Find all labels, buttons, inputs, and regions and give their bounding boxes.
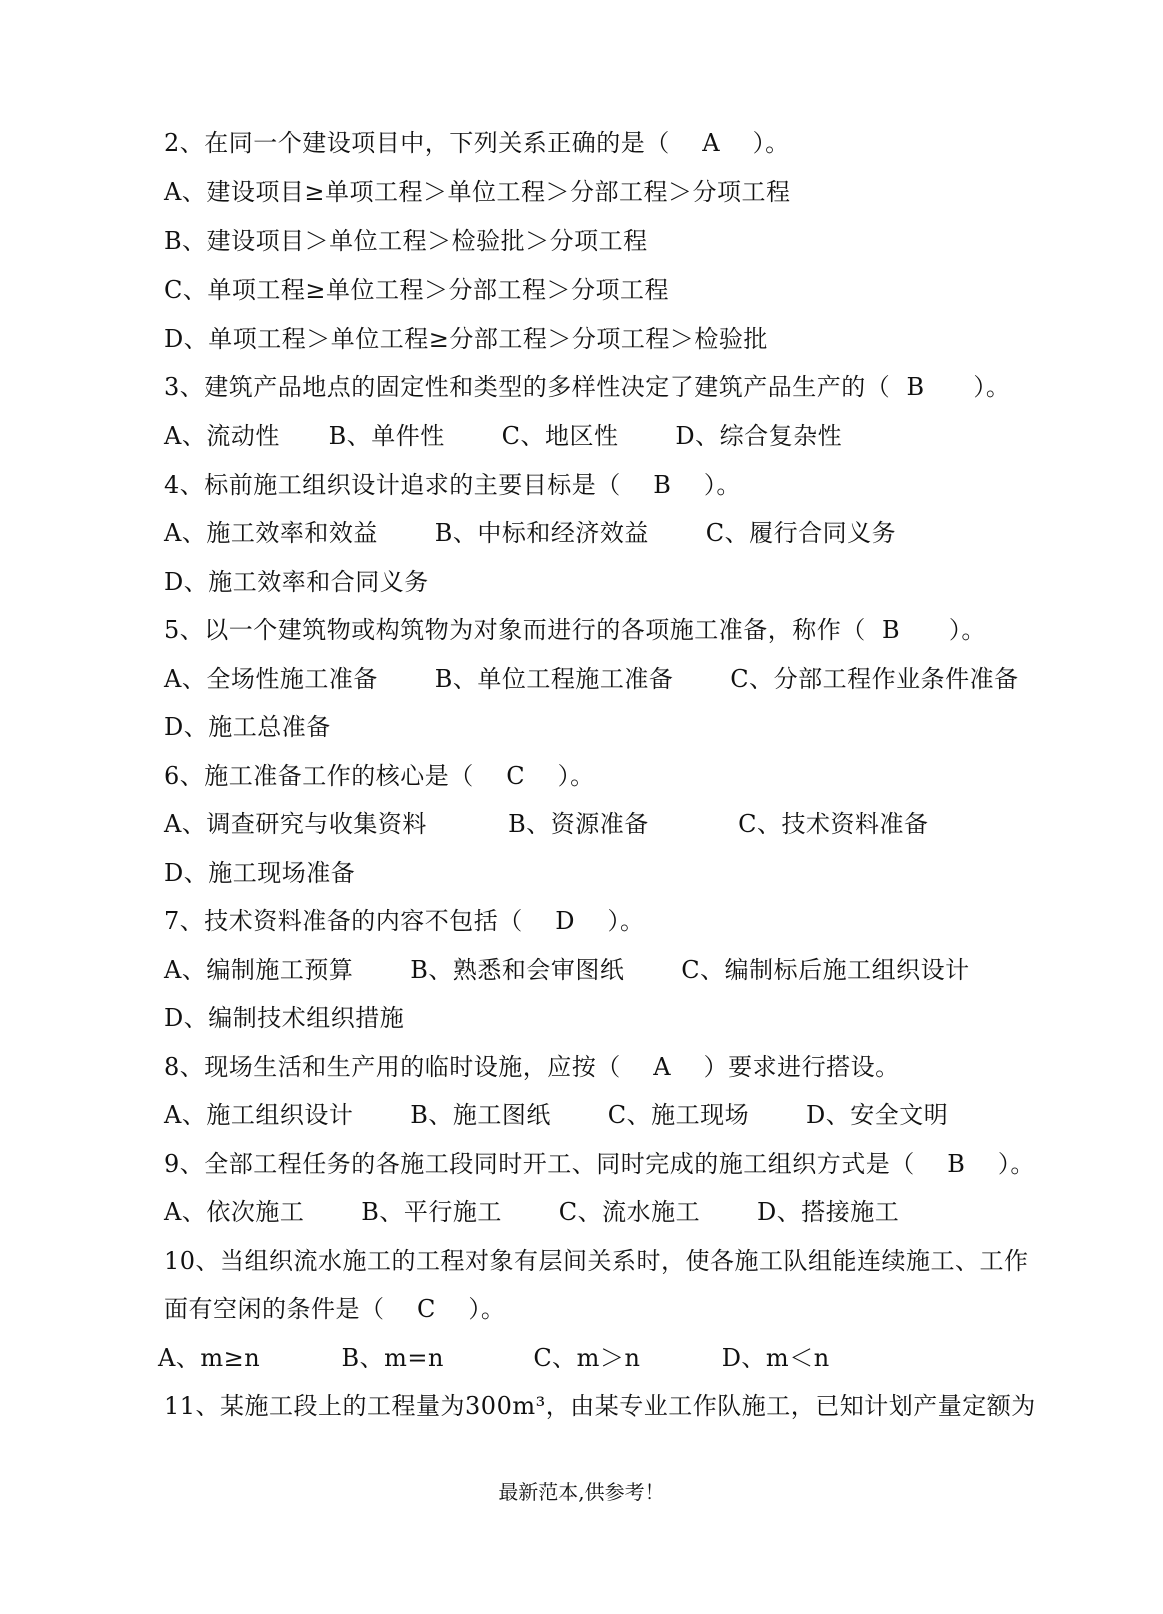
question-5-option-d: D、施工总准备	[164, 713, 331, 741]
question-3-options: A、流动性 B、单件性 C、地区性 D、综合复杂性	[164, 422, 843, 450]
question-4-options-abc: A、施工效率和效益 B、中标和经济效益 C、履行合同义务	[164, 519, 897, 547]
question-11: 11、某施工段上的工程量为300m³，由某专业工作队施工，已知计划产量定额为	[164, 1392, 1036, 1420]
question-8: 8、现场生活和生产用的临时设施，应按（ A ）要求进行搭设。	[164, 1053, 900, 1081]
question-5: 5、以一个建筑物或构筑物为对象而进行的各项施工准备，称作（ B ）。	[164, 616, 986, 644]
page-footer: 最新范本,供参考！	[498, 1480, 665, 1504]
question-3: 3、建筑产品地点的固定性和类型的多样性决定了建筑产品生产的（ B ）。	[164, 373, 1011, 401]
question-7-options-abc: A、编制施工预算 B、熟悉和会审图纸 C、编制标后施工组织设计	[164, 956, 970, 984]
question-2: 2、在同一个建设项目中，下列关系正确的是（ A ）。	[164, 129, 790, 157]
question-5-options-abc: A、全场性施工准备 B、单位工程施工准备 C、分部工程作业条件准备	[164, 665, 1019, 693]
question-6: 6、施工准备工作的核心是（ C ）。	[164, 762, 595, 790]
question-10-continued: 面有空闲的条件是（ C ）。	[164, 1295, 506, 1323]
question-2-option-b: B、建设项目＞单位工程＞检验批＞分项工程	[164, 227, 648, 255]
question-9-options: A、依次施工 B、平行施工 C、流水施工 D、搭接施工	[164, 1198, 900, 1226]
question-2-option-c: C、单项工程≥单位工程＞分部工程＞分项工程	[164, 276, 669, 304]
question-8-options: A、施工组织设计 B、施工图纸 C、施工现场 D、安全文明	[164, 1101, 949, 1129]
question-9: 9、全部工程任务的各施工段同时开工、同时完成的施工组织方式是（ B ）。	[164, 1150, 1035, 1178]
question-6-option-d: D、施工现场准备	[164, 859, 356, 887]
question-10-options: A、m≥n B、m=n C、m＞n D、m＜n	[158, 1344, 830, 1372]
question-10: 10、当组织流水施工的工程对象有层间关系时，使各施工队组能连续施工、工作	[164, 1247, 1029, 1275]
question-7: 7、技术资料准备的内容不包括（ D ）。	[164, 907, 645, 935]
question-2-option-a: A、建设项目≥单项工程＞单位工程＞分部工程＞分项工程	[164, 178, 791, 206]
question-6-options-abc: A、调查研究与收集资料 B、资源准备 C、技术资料准备	[164, 810, 929, 838]
question-2-option-d: D、单项工程＞单位工程≥分部工程＞分项工程＞检验批	[164, 325, 768, 353]
question-4: 4、标前施工组织设计追求的主要目标是（ B ）。	[164, 471, 741, 499]
question-4-option-d: D、施工效率和合同义务	[164, 568, 429, 596]
question-7-option-d: D、编制技术组织措施	[164, 1004, 405, 1032]
